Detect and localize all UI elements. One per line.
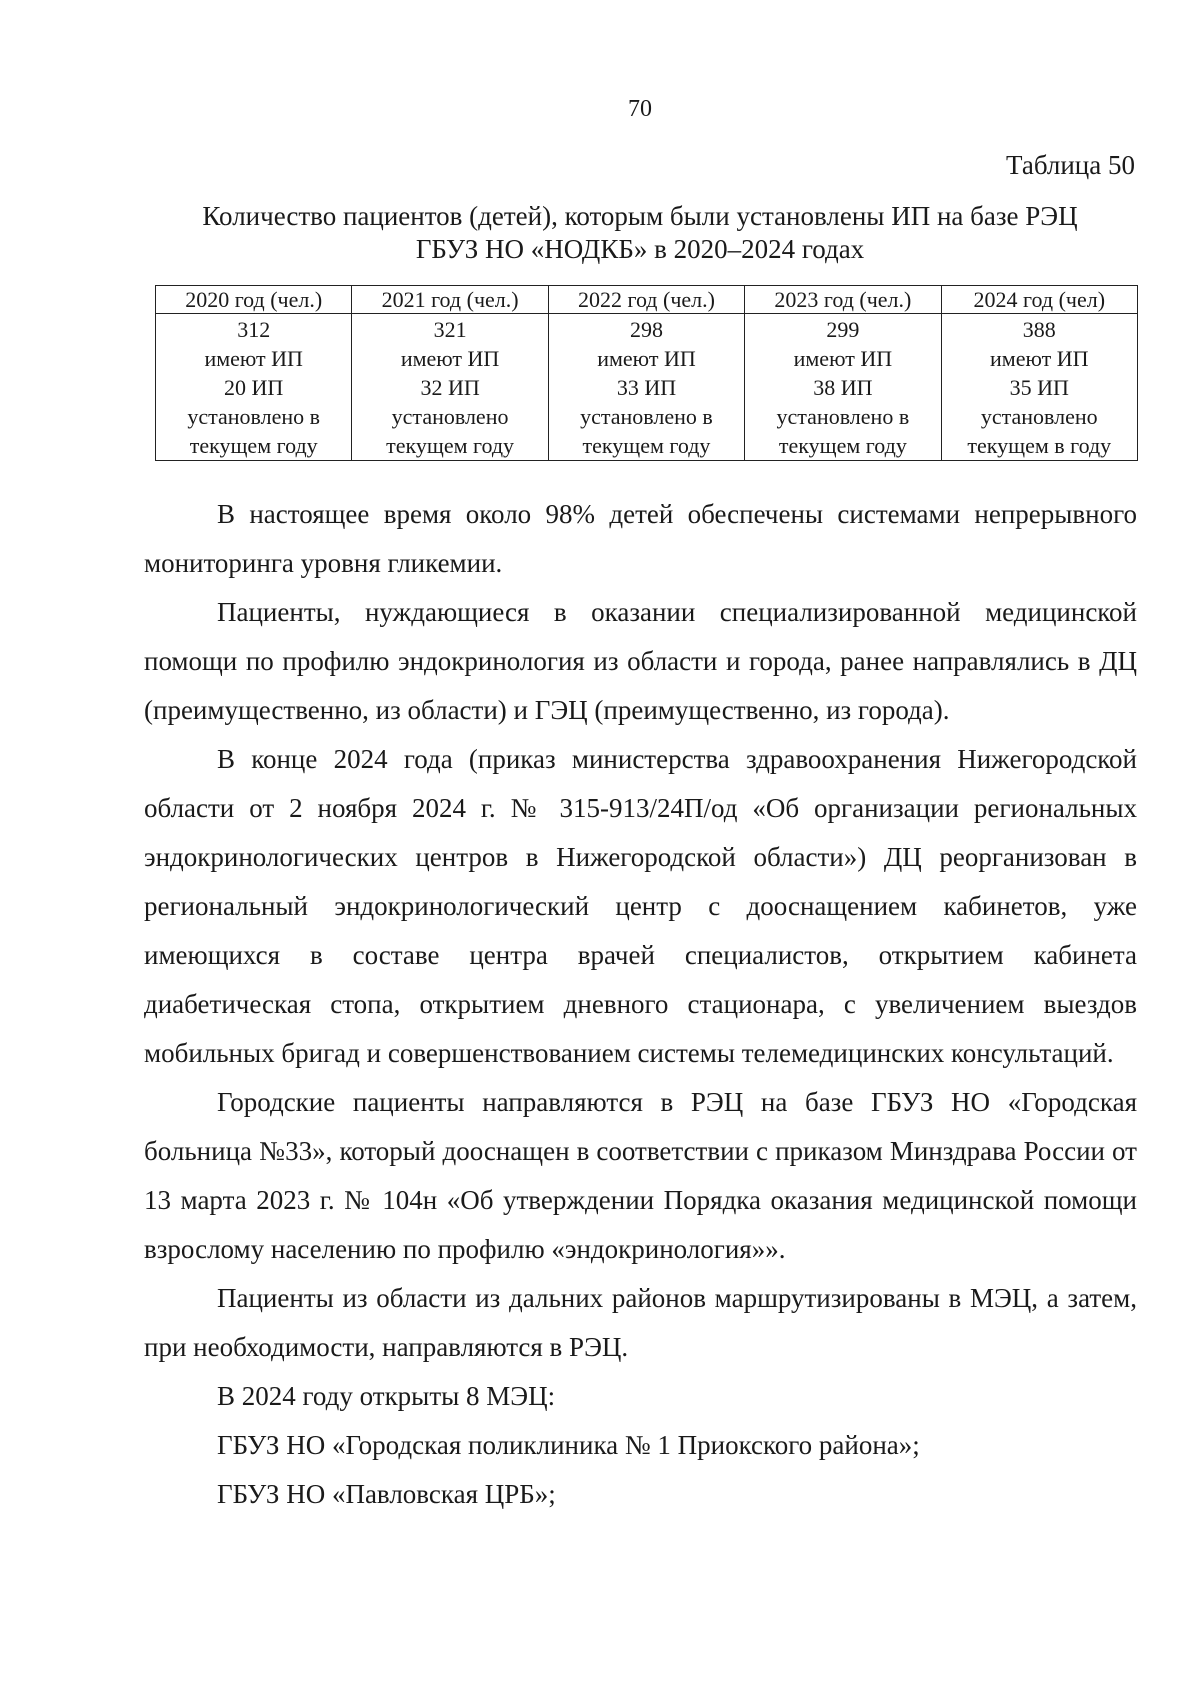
cell-line: установлено в — [187, 404, 321, 429]
cell-line: текущем году — [386, 433, 515, 458]
table-title-line: Количество пациентов (детей), которым были установлены ИП на базе РЭЦ — [202, 201, 1078, 231]
column-header: 2024 год (чел) — [941, 286, 1137, 314]
paragraph: В конце 2024 года (приказ министерства здравоохранения Нижегородской области от 2 ноября 2024 г. № 315-913/24П/од «Об организации региональных эндокринологических центров в Нижегородской области») ДЦ реорганизован в региональный эндокринологический центр с дооснащением кабинетов, уже имеющихся в составе центра врачей специалистов, открытием кабинета диабетическая стопа, открытием дневного стационара, с увеличением выездов мобильных бригад и совершенствованием системы телемедицинских консультаций. — [144, 744, 1137, 1068]
cell-line: установлено в — [776, 404, 910, 429]
cell-line: 32 ИП — [420, 375, 480, 400]
table-cell-2023 — [745, 314, 941, 461]
cell-line: 298 — [629, 317, 663, 342]
table-cell-2024 — [941, 314, 1137, 461]
patients-table — [155, 285, 1138, 461]
body-text — [144, 490, 1137, 1519]
cell-line: имеют ИП — [400, 346, 500, 371]
page-number: 70 — [628, 96, 652, 122]
cell-line: установлено в — [580, 404, 713, 429]
table-header-row — [156, 286, 1138, 314]
list-item: ГБУЗ НО «Павловская ЦРБ»; — [217, 1479, 556, 1509]
cell-line: 38 ИП — [813, 375, 873, 400]
list-item: ГБУЗ НО «Городская поликлиника № 1 Приокского района»; — [217, 1430, 920, 1460]
paragraph: Городские пациенты направляются в РЭЦ на базе ГБУЗ НО «Городская больница №33», который дооснащен в соответствии с приказом Минздрава России от 13 марта 2023 г. № 104н «Об утверждении Порядка оказания медицинской помощи взрослому населению по профилю «эндокринология»». — [144, 1087, 1137, 1264]
cell-line: 299 — [826, 317, 860, 342]
cell-line: текущем году — [189, 433, 318, 458]
cell-line: 20 ИП — [224, 375, 284, 400]
paragraph: В настоящее время около 98% детей обеспечены системами непрерывного мониторинга уровня гликемии. — [144, 499, 1137, 578]
cell-line: 321 — [433, 317, 467, 342]
column-header: 2023 год (чел.) — [745, 286, 941, 314]
paragraph: Пациенты, нуждающиеся в оказании специализированной медицинской помощи по профилю эндокринология из области и города, ранее направлялись в ДЦ (преимущественно, из области) и ГЭЦ (преимущественно, из города). — [144, 597, 1137, 725]
paragraph: Пациенты из области из дальних районов маршрутизированы в МЭЦ, а затем, при необходимости, направляются в РЭЦ. — [144, 1283, 1137, 1362]
table-cell-2022 — [548, 314, 744, 461]
table-label: Таблица 50 — [1006, 150, 1135, 180]
cell-line: 35 ИП — [1009, 375, 1069, 400]
cell-line: текущем в году — [967, 433, 1112, 458]
cell-line: установлено — [391, 404, 509, 429]
cell-line: установлено — [980, 404, 1098, 429]
column-header: 2022 год (чел.) — [548, 286, 744, 314]
table-title — [140, 200, 1140, 266]
cell-line: текущем году — [778, 433, 907, 458]
cell-line: 312 — [237, 317, 271, 342]
table-cell-2021 — [352, 314, 548, 461]
cell-line: текущем году — [582, 433, 711, 458]
column-header: 2020 год (чел.) — [156, 286, 352, 314]
table-title-line: ГБУЗ НО «НОДКБ» в 2020–2024 годах — [415, 234, 865, 264]
table-cell-2020 — [156, 314, 352, 461]
table-row — [156, 314, 1138, 461]
cell-line: 33 ИП — [616, 375, 677, 400]
cell-line: 388 — [1022, 317, 1056, 342]
cell-line: имеют ИП — [597, 346, 696, 371]
cell-line: имеют ИП — [990, 346, 1089, 371]
cell-line: имеют ИП — [793, 346, 893, 371]
column-header: 2021 год (чел.) — [352, 286, 548, 314]
cell-line: имеют ИП — [204, 346, 303, 371]
paragraph: В 2024 году открыты 8 МЭЦ: — [217, 1381, 556, 1411]
